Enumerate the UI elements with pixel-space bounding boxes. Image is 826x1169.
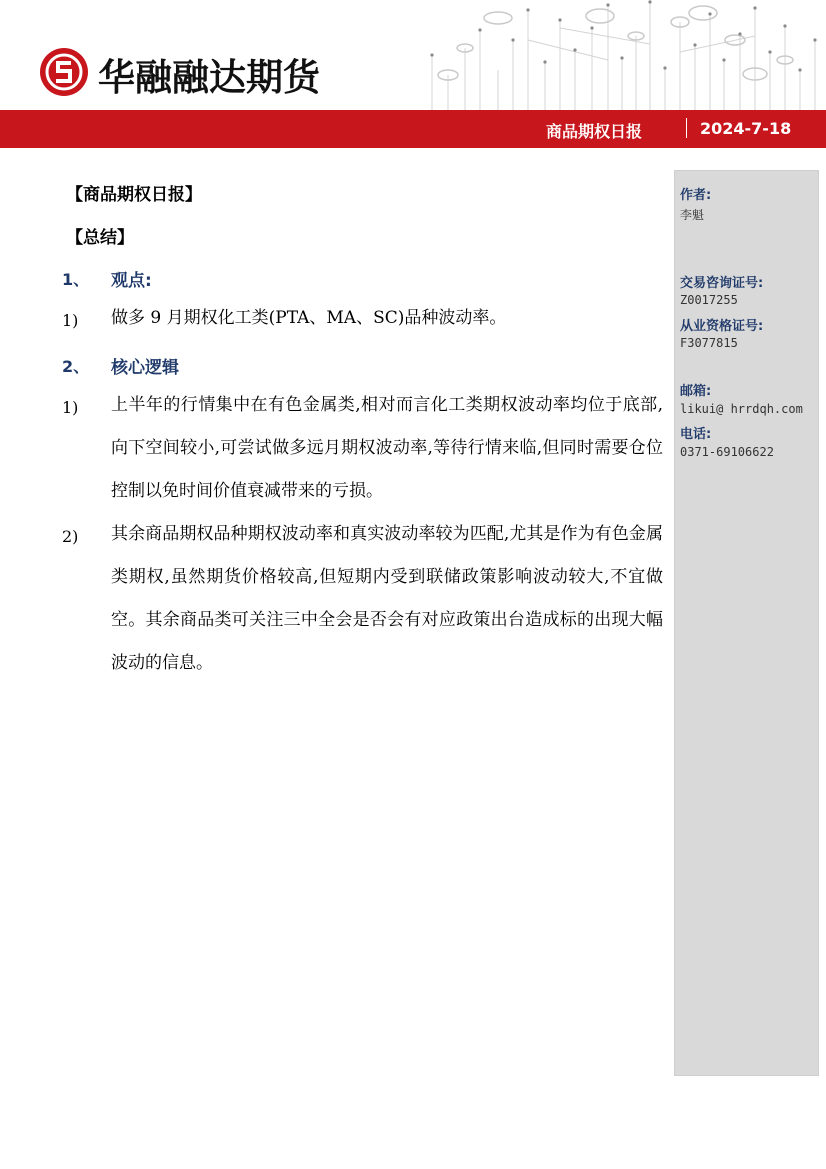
consult-no-label: 交易咨询证号: bbox=[680, 276, 764, 291]
section-heading-core-logic: 核心逻辑 bbox=[111, 358, 179, 378]
report-title: 【商品期权日报】 bbox=[66, 185, 202, 205]
hrrd-logo-icon bbox=[38, 46, 90, 98]
item-number: 2) bbox=[62, 527, 79, 546]
logic-item-text: 上半年的行情集中在有色金属类,相对而言化工类期权波动率均位于底部,向下空间较小,可尝试做多远月期权波动率,等待行情来临,但同时需要仓位控制以免时间价值衰减带来的亏损。 bbox=[111, 395, 663, 501]
phone-label: 电话: bbox=[680, 427, 712, 442]
phone-value: 0371-69106622 bbox=[680, 445, 774, 459]
summary-heading: 【总结】 bbox=[66, 228, 134, 248]
license-no-label: 从业资格证号: bbox=[680, 319, 764, 334]
company-name: 华融融达期货 bbox=[98, 56, 320, 99]
section-number: 2、 bbox=[62, 357, 90, 376]
report-name: 商品期权日报 bbox=[546, 122, 643, 141]
header-divider bbox=[686, 118, 687, 138]
email-value: likui@ hrrdqh.com bbox=[680, 402, 803, 416]
item-number: 1) bbox=[62, 398, 79, 417]
report-date: 2024-7-18 bbox=[700, 119, 792, 138]
viewpoint-item-text: 做多 9 月期权化工类(PTA、MA、SC)品种波动率。 bbox=[111, 308, 507, 328]
consult-no: Z0017255 bbox=[680, 293, 738, 307]
author-label: 作者: bbox=[680, 188, 712, 203]
section-heading-viewpoint: 观点: bbox=[111, 271, 152, 291]
decorative-network-graphic bbox=[410, 0, 826, 110]
email-label: 邮箱: bbox=[680, 384, 712, 399]
author-name: 李魁 bbox=[680, 208, 705, 222]
logic-item-text: 其余商品期权品种期权波动率和真实波动率较为匹配,尤其是作为有色金属类期权,虽然期货价格较高,但短期内受到联储政策影响波动较大,不宜做空。其余商品类可关注三中全会是否会有对应政策出台造成标的出现大幅波动的信息。 bbox=[111, 524, 663, 673]
license-no: F3077815 bbox=[680, 336, 738, 350]
section-number: 1、 bbox=[62, 270, 90, 289]
report-header bbox=[0, 0, 826, 150]
item-number: 1) bbox=[62, 311, 79, 330]
